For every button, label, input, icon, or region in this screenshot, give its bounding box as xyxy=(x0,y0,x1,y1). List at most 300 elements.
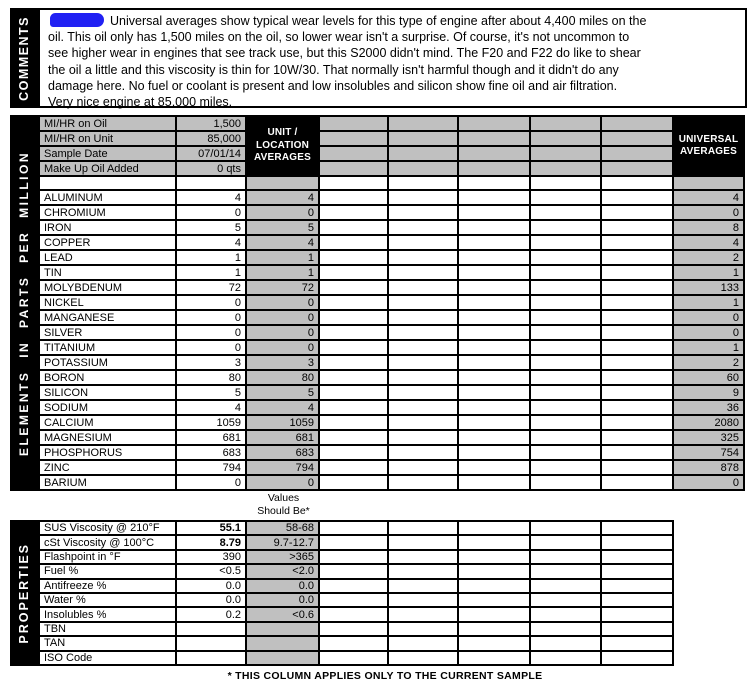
property-value: 0.2 xyxy=(177,608,247,622)
empty-cell xyxy=(602,266,674,281)
element-sample-value: 72 xyxy=(177,281,247,296)
empty-cell xyxy=(459,281,531,296)
empty-cell xyxy=(459,371,531,386)
empty-cell xyxy=(602,162,674,177)
empty-cell xyxy=(389,356,459,371)
element-universal-avg: 2 xyxy=(674,356,745,371)
property-should-be: 58-68 xyxy=(247,522,320,536)
empty-cell xyxy=(459,191,531,206)
empty-cell xyxy=(459,162,531,177)
empty-cell xyxy=(389,117,459,132)
element-unit-avg: 683 xyxy=(247,446,320,461)
empty-cell xyxy=(320,326,389,341)
info-row-value: 85,000 xyxy=(177,132,247,147)
spacer-cell xyxy=(674,177,745,191)
element-name: NICKEL xyxy=(40,296,177,311)
spacer-cell xyxy=(320,177,389,191)
empty-cell xyxy=(531,637,602,651)
empty-cell xyxy=(389,551,459,565)
empty-cell xyxy=(389,296,459,311)
info-row-value: 1,500 xyxy=(177,117,247,132)
element-sample-value: 683 xyxy=(177,446,247,461)
empty-cell xyxy=(389,536,459,550)
property-name: TBN xyxy=(40,623,177,637)
property-should-be: 0.0 xyxy=(247,580,320,594)
empty-cell xyxy=(459,608,531,622)
property-should-be: <2.0 xyxy=(247,565,320,579)
empty-cell xyxy=(531,461,602,476)
empty-cell xyxy=(531,251,602,266)
empty-cell xyxy=(602,117,674,132)
element-unit-avg: 72 xyxy=(247,281,320,296)
property-name: ISO Code xyxy=(40,652,177,666)
empty-cell xyxy=(459,251,531,266)
empty-cell xyxy=(531,236,602,251)
element-name: MANGANESE xyxy=(40,311,177,326)
element-sample-value: 3 xyxy=(177,356,247,371)
comments-side-label xyxy=(10,8,38,108)
property-value xyxy=(177,623,247,637)
empty-cell xyxy=(531,341,602,356)
element-universal-avg: 8 xyxy=(674,221,745,236)
comment-text: Universal averages show typical wear levels for this type of engine after about 4,400 miles on the xyxy=(110,14,647,28)
empty-cell xyxy=(602,326,674,341)
empty-cell xyxy=(459,326,531,341)
spacer-cell xyxy=(40,177,177,191)
empty-cell xyxy=(389,251,459,266)
empty-cell xyxy=(459,341,531,356)
element-name: SODIUM xyxy=(40,401,177,416)
empty-cell xyxy=(389,266,459,281)
empty-cell xyxy=(531,431,602,446)
empty-cell xyxy=(389,594,459,608)
element-sample-value: 681 xyxy=(177,431,247,446)
empty-cell xyxy=(320,536,389,550)
empty-cell xyxy=(459,536,531,550)
empty-cell xyxy=(389,580,459,594)
empty-cell xyxy=(531,608,602,622)
empty-cell xyxy=(320,191,389,206)
unit-location-averages-header xyxy=(247,117,320,177)
properties-side-label xyxy=(10,520,38,666)
empty-cell xyxy=(531,206,602,221)
property-value xyxy=(177,637,247,651)
empty-cell xyxy=(602,594,674,608)
empty-cell xyxy=(602,551,674,565)
property-should-be: 9.7-12.7 xyxy=(247,536,320,550)
redaction-blob xyxy=(50,13,104,27)
element-name: ALUMINUM xyxy=(40,191,177,206)
element-universal-avg: 325 xyxy=(674,431,745,446)
empty-cell xyxy=(531,565,602,579)
element-sample-value: 4 xyxy=(177,401,247,416)
empty-cell xyxy=(320,132,389,147)
element-sample-value: 1 xyxy=(177,251,247,266)
element-universal-avg: 133 xyxy=(674,281,745,296)
elements-side-label-text: ELEMENTS IN PARTS PER MILLION xyxy=(17,150,31,456)
empty-cell xyxy=(320,608,389,622)
empty-cell xyxy=(459,236,531,251)
element-universal-avg: 1 xyxy=(674,341,745,356)
comment-line xyxy=(48,13,737,29)
empty-cell xyxy=(602,461,674,476)
empty-cell xyxy=(459,147,531,162)
element-universal-avg: 0 xyxy=(674,326,745,341)
element-sample-value: 1059 xyxy=(177,416,247,431)
universal-averages-header xyxy=(674,117,745,177)
empty-cell xyxy=(320,296,389,311)
header-line: UNIVERSAL xyxy=(678,133,739,145)
empty-cell xyxy=(531,296,602,311)
element-unit-avg: 794 xyxy=(247,461,320,476)
property-name: Antifreeze % xyxy=(40,580,177,594)
element-unit-avg: 0 xyxy=(247,311,320,326)
header-line: LOCATION xyxy=(255,139,310,151)
empty-cell xyxy=(389,311,459,326)
empty-cell xyxy=(320,446,389,461)
element-sample-value: 0 xyxy=(177,206,247,221)
empty-cell xyxy=(320,652,389,666)
empty-cell xyxy=(531,191,602,206)
empty-cell xyxy=(459,565,531,579)
empty-cell xyxy=(602,446,674,461)
property-value: 55.1 xyxy=(177,522,247,536)
values-should-be-line: Should Be* xyxy=(257,505,310,517)
empty-cell xyxy=(389,401,459,416)
header-line: UNIT / xyxy=(267,127,298,139)
element-name: CALCIUM xyxy=(40,416,177,431)
empty-cell xyxy=(320,431,389,446)
element-unit-avg: 0 xyxy=(247,476,320,491)
element-name: MAGNESIUM xyxy=(40,431,177,446)
element-sample-value: 5 xyxy=(177,221,247,236)
property-should-be xyxy=(247,623,320,637)
empty-cell xyxy=(459,416,531,431)
element-unit-avg: 5 xyxy=(247,221,320,236)
element-name: SILICON xyxy=(40,386,177,401)
empty-cell xyxy=(389,446,459,461)
empty-cell xyxy=(459,580,531,594)
empty-cell xyxy=(389,281,459,296)
empty-cell xyxy=(459,132,531,147)
empty-cell xyxy=(459,266,531,281)
element-universal-avg: 4 xyxy=(674,191,745,206)
empty-cell xyxy=(389,236,459,251)
empty-cell xyxy=(320,594,389,608)
element-universal-avg: 878 xyxy=(674,461,745,476)
empty-cell xyxy=(389,191,459,206)
info-row-value: 0 qts xyxy=(177,162,247,177)
empty-cell xyxy=(531,147,602,162)
empty-cell xyxy=(531,551,602,565)
empty-cell xyxy=(531,356,602,371)
empty-cell xyxy=(531,476,602,491)
elements-table xyxy=(38,115,745,491)
empty-cell xyxy=(602,623,674,637)
element-unit-avg: 1 xyxy=(247,266,320,281)
element-name: PHOSPHORUS xyxy=(40,446,177,461)
empty-cell xyxy=(320,162,389,177)
property-name: Fuel % xyxy=(40,565,177,579)
empty-cell xyxy=(459,476,531,491)
empty-cell xyxy=(320,461,389,476)
empty-cell xyxy=(389,206,459,221)
empty-cell xyxy=(459,401,531,416)
empty-cell xyxy=(320,221,389,236)
empty-cell xyxy=(531,580,602,594)
empty-cell xyxy=(531,281,602,296)
property-name: Flashpoint in °F xyxy=(40,551,177,565)
element-unit-avg: 4 xyxy=(247,191,320,206)
element-sample-value: 0 xyxy=(177,326,247,341)
property-should-be: <0.6 xyxy=(247,608,320,622)
empty-cell xyxy=(389,371,459,386)
property-name: cSt Viscosity @ 100°C xyxy=(40,536,177,550)
empty-cell xyxy=(459,311,531,326)
empty-cell xyxy=(602,371,674,386)
empty-cell xyxy=(531,311,602,326)
property-name: Water % xyxy=(40,594,177,608)
empty-cell xyxy=(320,206,389,221)
comment-line: Very nice engine at 85,000 miles. xyxy=(48,95,233,110)
element-name: COPPER xyxy=(40,236,177,251)
empty-cell xyxy=(389,652,459,666)
comments-box xyxy=(38,8,747,108)
empty-cell xyxy=(389,386,459,401)
element-sample-value: 0 xyxy=(177,341,247,356)
header-line: AVERAGES xyxy=(254,152,311,164)
empty-cell xyxy=(459,296,531,311)
element-sample-value: 4 xyxy=(177,236,247,251)
spacer-cell xyxy=(389,177,459,191)
element-unit-avg: 681 xyxy=(247,431,320,446)
element-universal-avg: 4 xyxy=(674,236,745,251)
empty-cell xyxy=(531,117,602,132)
empty-cell xyxy=(602,522,674,536)
element-name: POTASSIUM xyxy=(40,356,177,371)
empty-cell xyxy=(459,431,531,446)
properties-table xyxy=(38,520,674,666)
empty-cell xyxy=(320,522,389,536)
empty-cell xyxy=(602,281,674,296)
property-value: 8.79 xyxy=(177,536,247,550)
element-universal-avg: 2080 xyxy=(674,416,745,431)
empty-cell xyxy=(531,326,602,341)
element-name: IRON xyxy=(40,221,177,236)
property-value: 0.0 xyxy=(177,594,247,608)
empty-cell xyxy=(389,416,459,431)
empty-cell xyxy=(320,341,389,356)
info-row-label: MI/HR on Oil xyxy=(40,117,177,132)
empty-cell xyxy=(602,652,674,666)
property-name: Insolubles % xyxy=(40,608,177,622)
property-value: <0.5 xyxy=(177,565,247,579)
empty-cell xyxy=(389,147,459,162)
empty-cell xyxy=(602,236,674,251)
empty-cell xyxy=(320,565,389,579)
elements-side-label xyxy=(10,115,38,491)
empty-cell xyxy=(389,623,459,637)
element-universal-avg: 1 xyxy=(674,266,745,281)
empty-cell xyxy=(531,446,602,461)
info-row-label: Make Up Oil Added xyxy=(40,162,177,177)
comments-side-label-text: COMMENTS xyxy=(17,15,31,101)
empty-cell xyxy=(389,326,459,341)
empty-cell xyxy=(459,551,531,565)
empty-cell xyxy=(320,281,389,296)
empty-cell xyxy=(320,266,389,281)
empty-cell xyxy=(320,147,389,162)
element-unit-avg: 0 xyxy=(247,326,320,341)
empty-cell xyxy=(531,386,602,401)
empty-cell xyxy=(320,311,389,326)
element-unit-avg: 4 xyxy=(247,236,320,251)
element-sample-value: 4 xyxy=(177,191,247,206)
empty-cell xyxy=(602,580,674,594)
element-unit-avg: 0 xyxy=(247,341,320,356)
empty-cell xyxy=(459,117,531,132)
empty-cell xyxy=(389,522,459,536)
empty-cell xyxy=(320,251,389,266)
element-unit-avg: 3 xyxy=(247,356,320,371)
property-should-be xyxy=(247,637,320,651)
comment-line: the oil a little and this viscosity is thin for 10W/30. That normally isn't harmful though and it didn't do any xyxy=(48,62,619,77)
element-unit-avg: 1059 xyxy=(247,416,320,431)
empty-cell xyxy=(459,637,531,651)
element-unit-avg: 5 xyxy=(247,386,320,401)
empty-cell xyxy=(320,117,389,132)
spacer-cell xyxy=(531,177,602,191)
comment-line: oil. This oil only has 1,500 miles on the oil, so lower wear isn't a surprise. Of course, it's not uncommon to xyxy=(48,30,630,45)
element-name: SILVER xyxy=(40,326,177,341)
empty-cell xyxy=(320,637,389,651)
element-universal-avg: 1 xyxy=(674,296,745,311)
empty-cell xyxy=(389,341,459,356)
element-sample-value: 1 xyxy=(177,266,247,281)
empty-cell xyxy=(602,536,674,550)
empty-cell xyxy=(389,221,459,236)
element-name: ZINC xyxy=(40,461,177,476)
empty-cell xyxy=(531,652,602,666)
empty-cell xyxy=(531,522,602,536)
spacer-cell xyxy=(177,177,247,191)
empty-cell xyxy=(389,431,459,446)
element-universal-avg: 754 xyxy=(674,446,745,461)
empty-cell xyxy=(602,386,674,401)
empty-cell xyxy=(389,637,459,651)
empty-cell xyxy=(602,431,674,446)
empty-cell xyxy=(602,341,674,356)
empty-cell xyxy=(602,221,674,236)
empty-cell xyxy=(389,461,459,476)
empty-cell xyxy=(531,416,602,431)
empty-cell xyxy=(602,206,674,221)
empty-cell xyxy=(602,416,674,431)
element-unit-avg: 4 xyxy=(247,401,320,416)
empty-cell xyxy=(459,461,531,476)
empty-cell xyxy=(459,386,531,401)
property-value: 390 xyxy=(177,551,247,565)
empty-cell xyxy=(531,371,602,386)
element-sample-value: 794 xyxy=(177,461,247,476)
values-should-be-line: Values xyxy=(267,492,300,504)
property-value xyxy=(177,652,247,666)
property-should-be xyxy=(247,652,320,666)
element-name: TITANIUM xyxy=(40,341,177,356)
empty-cell xyxy=(389,565,459,579)
empty-cell xyxy=(389,132,459,147)
empty-cell xyxy=(459,652,531,666)
empty-cell xyxy=(389,162,459,177)
element-unit-avg: 0 xyxy=(247,296,320,311)
property-should-be: >365 xyxy=(247,551,320,565)
spacer-cell xyxy=(602,177,674,191)
empty-cell xyxy=(602,251,674,266)
element-name: BARIUM xyxy=(40,476,177,491)
element-universal-avg: 0 xyxy=(674,476,745,491)
empty-cell xyxy=(531,266,602,281)
empty-cell xyxy=(602,296,674,311)
empty-cell xyxy=(320,371,389,386)
element-sample-value: 5 xyxy=(177,386,247,401)
empty-cell xyxy=(320,386,389,401)
properties-side-label-text: PROPERTIES xyxy=(17,542,31,644)
info-row-label: MI/HR on Unit xyxy=(40,132,177,147)
values-should-be-label xyxy=(247,492,320,519)
property-name: SUS Viscosity @ 210°F xyxy=(40,522,177,536)
spacer-cell xyxy=(459,177,531,191)
empty-cell xyxy=(531,623,602,637)
element-universal-avg: 60 xyxy=(674,371,745,386)
element-name: CHROMIUM xyxy=(40,206,177,221)
info-row-label: Sample Date xyxy=(40,147,177,162)
element-sample-value: 0 xyxy=(177,476,247,491)
property-value: 0.0 xyxy=(177,580,247,594)
element-sample-value: 80 xyxy=(177,371,247,386)
element-name: MOLYBDENUM xyxy=(40,281,177,296)
empty-cell xyxy=(531,221,602,236)
element-unit-avg: 1 xyxy=(247,251,320,266)
element-sample-value: 0 xyxy=(177,311,247,326)
comment-line: damage here. No fuel or coolant is present and low insolubles and silicon show fine oil and air filtration. xyxy=(48,78,618,93)
empty-cell xyxy=(531,132,602,147)
element-universal-avg: 0 xyxy=(674,206,745,221)
empty-cell xyxy=(602,356,674,371)
empty-cell xyxy=(602,401,674,416)
empty-cell xyxy=(602,608,674,622)
empty-cell xyxy=(531,162,602,177)
empty-cell xyxy=(531,401,602,416)
empty-cell xyxy=(602,147,674,162)
empty-cell xyxy=(459,356,531,371)
property-should-be: 0.0 xyxy=(247,594,320,608)
empty-cell xyxy=(320,356,389,371)
empty-cell xyxy=(602,191,674,206)
empty-cell xyxy=(602,476,674,491)
element-unit-avg: 0 xyxy=(247,206,320,221)
empty-cell xyxy=(459,594,531,608)
element-universal-avg: 2 xyxy=(674,251,745,266)
empty-cell xyxy=(389,608,459,622)
element-universal-avg: 36 xyxy=(674,401,745,416)
empty-cell xyxy=(602,311,674,326)
footnote: * THIS COLUMN APPLIES ONLY TO THE CURRENT SAMPLE xyxy=(227,670,543,682)
element-sample-value: 0 xyxy=(177,296,247,311)
empty-cell xyxy=(320,401,389,416)
spacer-cell xyxy=(247,177,320,191)
element-universal-avg: 0 xyxy=(674,311,745,326)
empty-cell xyxy=(320,580,389,594)
